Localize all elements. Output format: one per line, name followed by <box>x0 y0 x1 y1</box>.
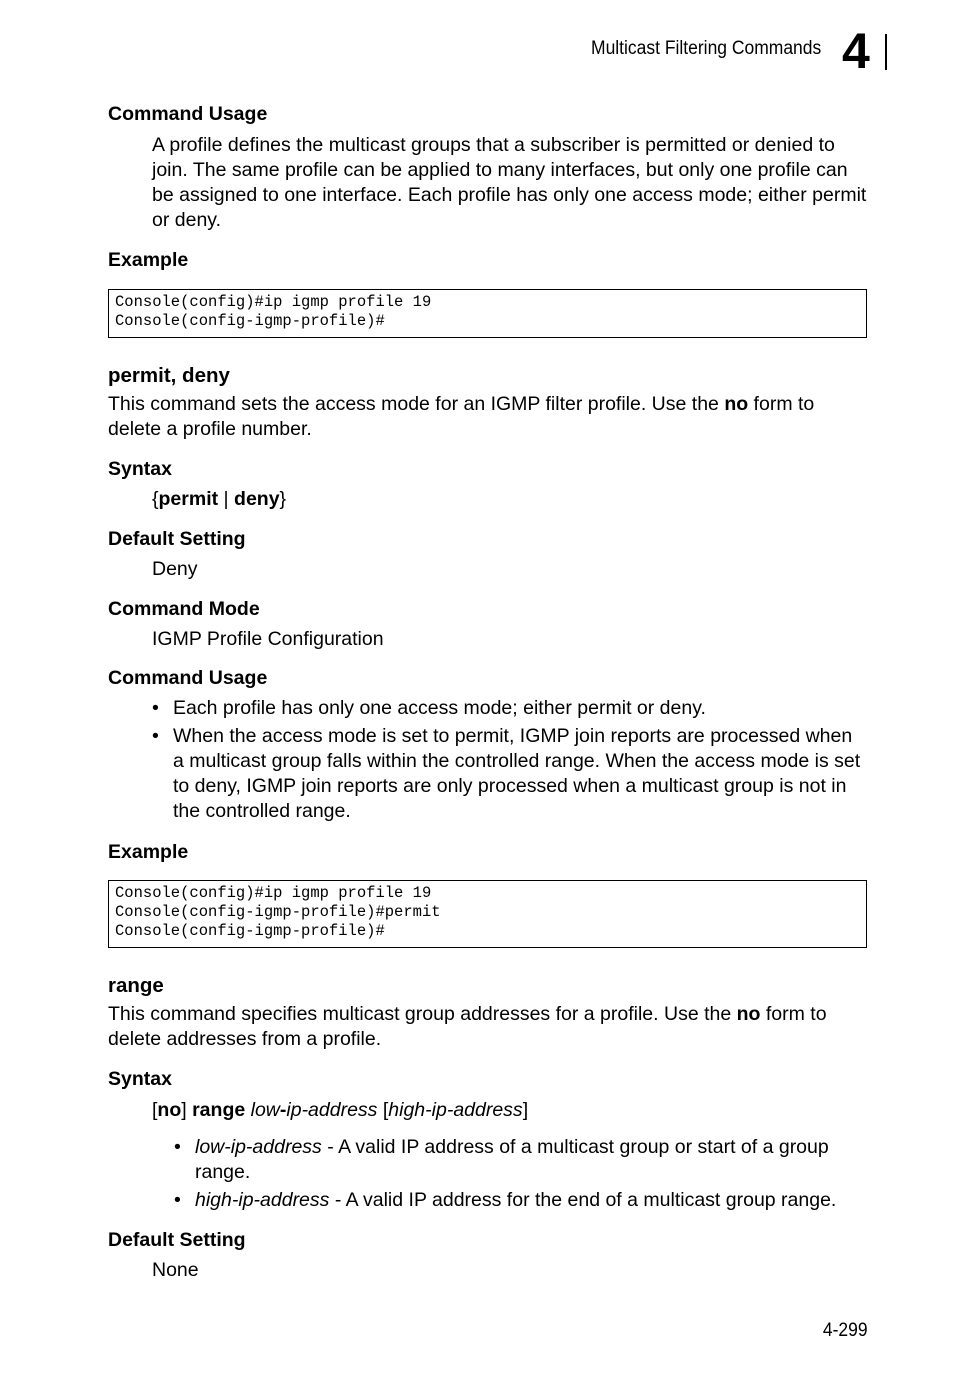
permit-deny-syntax: {permit | deny} <box>152 488 287 510</box>
range-description: This command specifies multicast group addresses for a profile. Use the no form to delete addresses from a profile. <box>108 1003 827 1050</box>
chapter-number: 4 <box>842 23 870 79</box>
command-usage-list <box>152 696 868 824</box>
permit-deny-description: This command sets the access mode for an IGMP filter profile. Use the no form to delete a profile number. <box>108 393 815 440</box>
bullet: • <box>152 725 159 747</box>
range-title: range <box>108 974 164 997</box>
example-heading: Example <box>108 249 189 271</box>
bullet: • <box>174 1136 181 1158</box>
permit-deny-title: permit, deny <box>108 364 230 387</box>
list-item: • Each profile has only one access mode; either permit or deny. <box>152 697 706 719</box>
syntax-heading: Syntax <box>108 1068 172 1090</box>
default-setting-value: Deny <box>152 558 198 580</box>
example-code-block: Console(config)#ip igmp profile 19 Console(config-igmp-profile)# <box>108 289 867 338</box>
default-setting-heading: Default Setting <box>108 1229 246 1251</box>
default-setting-heading: Default Setting <box>108 528 246 550</box>
list-item: • high-ip-address - A valid IP address for the end of a multicast group range. <box>174 1189 837 1211</box>
running-header-title: Multicast Filtering Commands <box>590 38 821 59</box>
syntax-heading: Syntax <box>108 458 172 480</box>
chapter-divider <box>885 34 887 70</box>
example-heading: Example <box>108 841 189 863</box>
command-usage-heading: Command Usage <box>108 667 268 689</box>
list-item: • When the access mode is set to permit, IGMP join reports are processed when a multicast group falls within the controlled range. When the access mode is set to deny, IGMP join reports are only processed when a multicast group is not in the controlled range. <box>152 725 861 822</box>
range-parameter-list <box>174 1135 874 1213</box>
page-number: 4-299 <box>823 1320 868 1341</box>
command-usage-text: A profile defines the multicast groups that a subscriber is permitted or denied to join. The same profile can be applied to many interfaces, but only one profile can be assigned to one interface. Each profile has only one access mode; either permit or deny. <box>152 134 867 231</box>
default-setting-value: None <box>152 1259 199 1281</box>
command-mode-value: IGMP Profile Configuration <box>152 628 384 650</box>
bullet: • <box>152 697 159 719</box>
range-syntax: [no] range low-ip-address [high-ip-address] <box>152 1099 529 1121</box>
bullet: • <box>174 1189 181 1211</box>
command-usage-heading: Command Usage <box>108 103 268 125</box>
command-mode-heading: Command Mode <box>108 598 260 620</box>
list-item: • low-ip-address - A valid IP address of a multicast group or start of a group range. <box>174 1136 829 1183</box>
example-code-block: Console(config)#ip igmp profile 19 Console(config-igmp-profile)#permit Console(config-igmp-profile)# <box>108 880 867 948</box>
